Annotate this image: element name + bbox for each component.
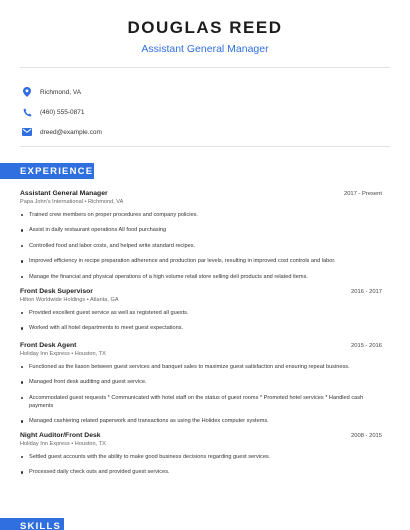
job-bullet: Provided excellent guest service as well as registered all guests. (20, 309, 382, 317)
job-bullets (20, 211, 382, 281)
email-icon (22, 127, 32, 137)
contact-list (22, 82, 102, 142)
job-bullet: Improved efficiency in recipe preparation adherence and production par levels, resulting in improved cost controls and labor. (20, 257, 382, 265)
job-bullet: Settled guest accounts with the ability to make good business decisions regarding guest services. (20, 453, 382, 461)
job-bullet: Processed daily check outs and provided guest services. (20, 468, 382, 476)
job-title: Front Desk Agent (20, 342, 77, 349)
divider (20, 67, 390, 68)
job-title: Front Desk Supervisor (20, 288, 93, 295)
job-title: Assistant General Manager (20, 190, 108, 197)
contact-email-text[interactable]: dreed@example.com (40, 128, 102, 136)
job-entry (20, 342, 382, 432)
location-pin-icon (22, 87, 32, 97)
job-employer: Hilton Worldwide Holdings • Atlanta, GA (20, 297, 119, 303)
phone-icon (22, 107, 32, 117)
candidate-name: DOUGLAS REED (127, 18, 283, 37)
candidate-title: Assistant General Manager (141, 43, 269, 55)
job-bullet: Accommodated guest requests * Communicated with hotel staff on the status of guest rooms * Promoted hotel services * Handled cash payments (20, 394, 382, 410)
job-employer: Papa John's International • Richmond, VA (20, 199, 124, 205)
job-bullet: Functioned as the liason between guest services and banquet sales to maximize guest satisfaction and ensuring repeat business. (20, 363, 382, 371)
job-entry (20, 190, 382, 288)
job-bullet: Assist in daily restaurant operations All food purchasing (20, 226, 382, 234)
section-heading-experience: EXPERIENCE (0, 163, 94, 179)
job-employer: Holiday Inn Express • Houston, TX (20, 351, 106, 357)
experience-list (20, 190, 382, 484)
contact-phone-text: (460) 555-0871 (40, 108, 85, 116)
contact-location (22, 82, 102, 102)
job-entry (20, 432, 382, 477)
job-bullet: Manage the financial and physical operations of a high volume retail store selling deli products and related items. (20, 273, 382, 281)
contact-phone (22, 102, 102, 122)
job-bullets (20, 453, 382, 477)
job-bullet: Trained crew members on proper procedures and company policies. (20, 211, 382, 219)
job-bullet: Managed cashiering related paperwork and transactions as using the Holidex computer systems. (20, 417, 382, 425)
job-bullet: Controlled food and labor costs, and helped write standard recipes. (20, 242, 382, 250)
job-entry (20, 288, 382, 342)
job-bullet: Worked with all hotel departments to meet guest expectations. (20, 324, 382, 332)
job-bullet: Managed front desk auditing and guest service. (20, 378, 382, 386)
job-bullets (20, 363, 382, 426)
job-dates: 2015 - 2016 (351, 343, 382, 349)
contact-email[interactable] (22, 122, 102, 142)
job-dates: 2017 - Present (343, 191, 382, 197)
job-employer: Holiday Inn Express • Houston, TX (20, 441, 106, 447)
resume-header (0, 0, 410, 55)
contact-location-text: Richmond, VA (40, 88, 82, 96)
job-title: Night Auditor/Front Desk (20, 432, 101, 439)
job-dates: 2008 - 2015 (351, 433, 382, 439)
job-dates: 2016 - 2017 (351, 289, 382, 295)
section-heading-skills: SKILLS (0, 518, 64, 530)
divider (20, 146, 390, 147)
job-bullets (20, 309, 382, 333)
